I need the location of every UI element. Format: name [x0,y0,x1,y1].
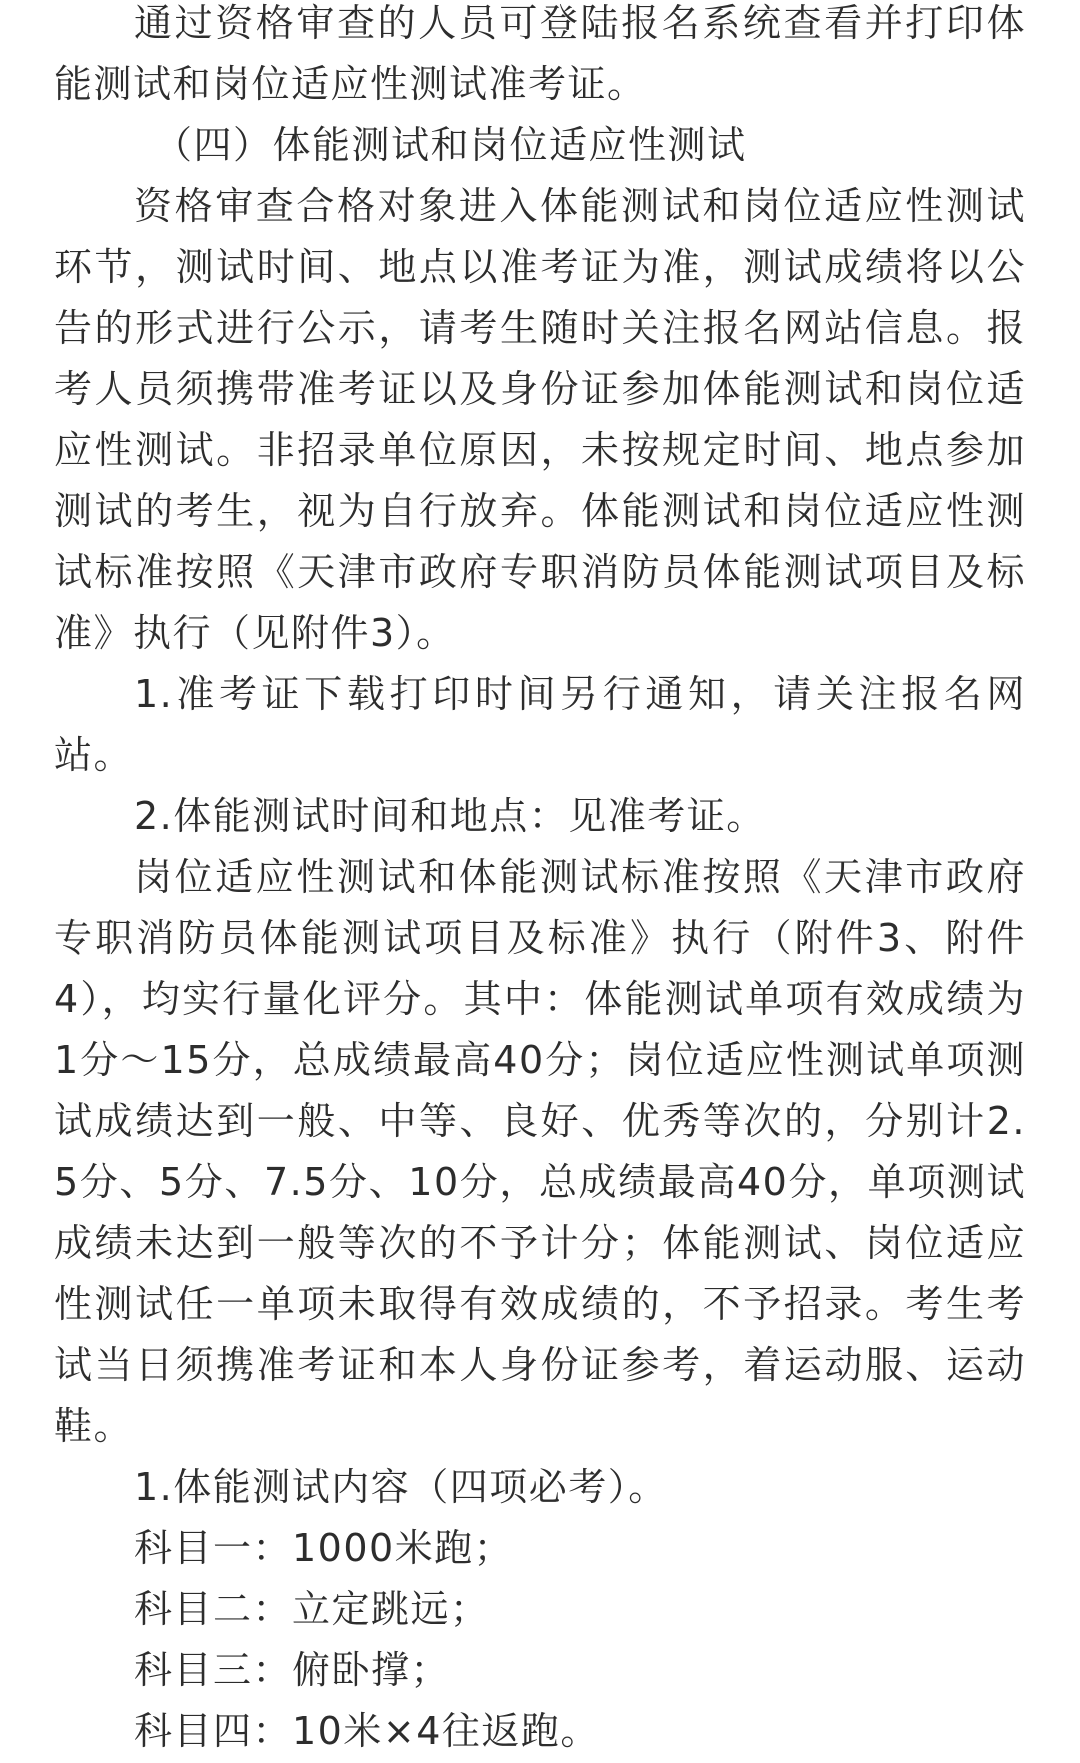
paragraph-test-time-place: 2.体能测试时间和地点：见准考证。 [134,794,766,838]
list-item-subject-1: 科目一：1000米跑； [134,1526,514,1570]
paragraph-test-content: 1.体能测试内容（四项必考）。 [134,1465,668,1509]
paragraph-admission-print: 通过资格审查的人员可登陆报名系统查看并打印体能测试和岗位适应性测试准考证。 [54,1,1026,106]
section-heading-fitness-test: （四）体能测试和岗位适应性测试 [154,123,747,167]
document-body [54,0,1026,1762]
list-item-subject-3: 科目三：俯卧撑； [134,1648,451,1692]
list-item-subject-4: 科目四：10米×4往返跑。 [134,1709,600,1753]
list-item-subject-2: 科目二：立定跳远； [134,1587,490,1631]
paragraph-test-rules: 资格审查合格对象进入体能测试和岗位适应性测试环节，测试时间、地点以准考证为准，测试成绩将以公告的形式进行公示，请考生随时关注报名网站信息。报考人员须携带准考证以及身份证参加体能测试和岗位适应性测试。非招录单位原因，未按规定时间、地点参加测试的考生，视为自行放弃。体能测试和岗位适应性测试标准按照《天津市政府专职消防员体能测试项目及标准》执行（见附件3）。 [54,184,1026,655]
paragraph-scoring-rules: 岗位适应性测试和体能测试标准按照《天津市政府专职消防员体能测试项目及标准》执行（附件3、附件4），均实行量化评分。其中：体能测试单项有效成绩为1分～15分，总成绩最高40分；岗位适应性测试单项测试成绩达到一般、中等、良好、优秀等次的，分别计2.5分、5分、7.5分、10分，总成绩最高40分，单项测试成绩未达到一般等次的不予计分；体能测试、岗位适应性测试任一单项未取得有效成绩的，不予招录。考生考试当日须携准考证和本人身份证参考，着运动服、运动鞋。 [54,855,1026,1448]
paragraph-admission-download: 1.准考证下载打印时间另行通知，请关注报名网站。 [54,672,1026,777]
